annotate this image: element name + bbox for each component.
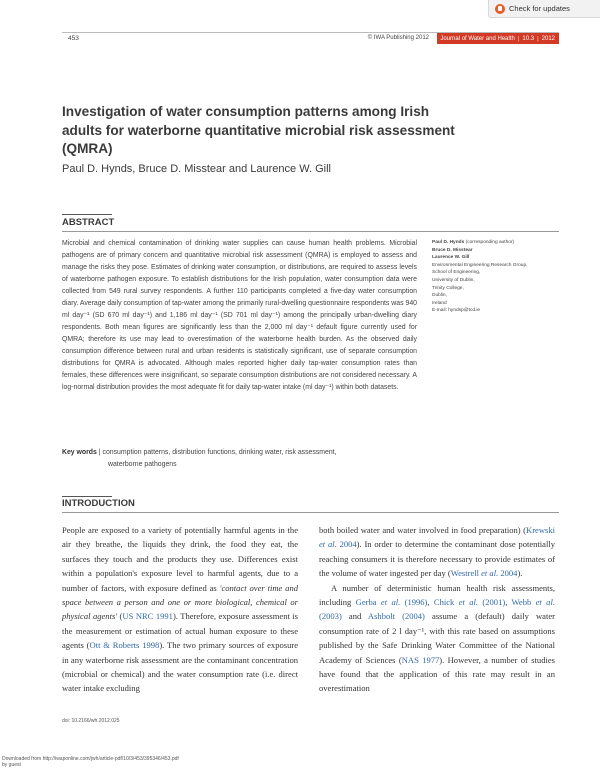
abstract-rule-bottom bbox=[62, 231, 559, 232]
citation-link-chick[interactable] bbox=[434, 597, 505, 607]
author-affiliation bbox=[432, 239, 562, 315]
citation-etal: et al. bbox=[481, 568, 499, 579]
intro-text: , bbox=[427, 597, 434, 608]
affil-line: Trinity College, bbox=[432, 285, 464, 291]
citation-link-us-nrc[interactable]: US NRC 1991 bbox=[122, 611, 173, 622]
affil-author-1: Paul D. Hynds bbox=[432, 240, 465, 245]
citation-author: Webb bbox=[511, 597, 536, 608]
citation-etal: et al. bbox=[458, 597, 479, 608]
affil-line: School of Engineering, bbox=[432, 270, 481, 276]
citation-author: Westrell bbox=[450, 568, 482, 579]
citation-link-gerba[interactable] bbox=[356, 597, 428, 607]
citation-etal: et al. bbox=[535, 597, 555, 608]
article-title: Investigation of water consumption patterns among Irish adults for waterborne quantitative microbial risk assessment (QMRA) bbox=[62, 104, 455, 156]
citation-link-nas[interactable]: NAS 1977 bbox=[401, 654, 440, 665]
check-for-updates-button[interactable] bbox=[488, 0, 600, 18]
intro-text: ). bbox=[517, 568, 523, 579]
citation-link-ott-roberts[interactable]: Ott & Roberts 1998 bbox=[89, 640, 160, 651]
intro-column-1 bbox=[62, 523, 298, 696]
intro-text: ). Therefore, exposure assessment is the measurement or estimation of actual human exposure to these agents ( bbox=[62, 611, 299, 651]
intro-text: People are exposed to a variety of potentially harmful agents in the air they breathe, the liquids they drink, the food they eat, the surfaces they touch and the products they use. Differences exist within a population's exposure level to harmful agents, due to a number of factors, with exposure defined as bbox=[62, 525, 298, 593]
intro-text: ). However, a number of studies have found that the application of this rate may result in an overestimation bbox=[319, 654, 555, 694]
intro-text: ). The two primary sources of exposure in any waterborne risk assessment are the contaminant concentration (microbial or chemical) and the water consumption rate (i.e. direct water intake excluding bbox=[62, 640, 298, 694]
header-separator: | bbox=[537, 35, 539, 42]
keywords bbox=[62, 447, 417, 471]
check-for-updates-label: Check for updates bbox=[509, 4, 570, 13]
intro-text: A number of deterministic human health risk assessments, including bbox=[319, 582, 555, 608]
keywords-line-2: waterborne pathogens bbox=[108, 461, 177, 468]
abstract-heading: ABSTRACT bbox=[62, 217, 115, 228]
introduction-heading: INTRODUCTION bbox=[62, 498, 135, 509]
intro-paragraph-1 bbox=[62, 523, 298, 696]
citation-link-westrell[interactable] bbox=[451, 568, 518, 578]
citation-author: Gerba bbox=[355, 597, 381, 608]
intro-text: assume a (default) daily water consumption rate of 2 l day⁻¹, with this rate based on assumptions published by the Safe Drinking Water Committee of the National Academy of Sciences ( bbox=[319, 611, 555, 665]
abstract-text: Microbial and chemical contamination of drinking water supplies can cause human health problems. Microbial pathogens are of primary concern and quantitative microbial risk assessment (QMRA) is employed to assess and manage the risks they pose. Estimates of drinking water consumption, or distributions, are required to assess levels of waterborne pathogen exposure. To establish distributions for the Irish population, water consumption data were collected from 549 rural survey respondents. A further 110 participants completed a five-day water consumption diary. Average daily consumption of tap-water among the primarily rural-dwelling questionnaire respondents was 940 ml day⁻¹ (SD 670 ml day⁻¹) and 1,186 ml day⁻¹ (SD 701 ml day⁻¹) among the principally urban-dwelling diary respondents. Both mean figures are significantly less than the 2,000 ml day⁻¹ default figure currently used for QMRA; therefore its use may lead to overestimation of the waterborne health burden. As the observed daily consumption difference between rural and urban residents is statistically significant, use of separate consumption distributions for QMRA is advocated. Although males reported higher daily tap-water consumption rates than females, these differences were insignificant, so separate consumption distributions are not considered necessary. A log-normal distribution provides the most adequate fit for daily tap-water intake (ml day⁻¹) within both datasets. bbox=[62, 240, 417, 391]
intro-text: ( bbox=[117, 611, 123, 622]
download-url: Downloaded from http://iwaponline.com/jwh/article-pdf/10/3/453/395346/453.pdf bbox=[2, 756, 179, 762]
journal-header-band bbox=[437, 33, 559, 44]
affil-author-2: Bruce D. Misstear bbox=[432, 247, 473, 253]
affil-corresponding-note: (corresponding author) bbox=[465, 240, 515, 245]
affil-author-3: Laurence W. Gill bbox=[432, 255, 470, 261]
doi: doi: 10.2166/wh.2012.025 bbox=[62, 718, 120, 724]
citation-year: 2004 bbox=[498, 568, 518, 579]
journal-year: 2012 bbox=[541, 35, 555, 42]
intro-text: both boiled water and water involved in food preparation) ( bbox=[319, 525, 527, 535]
citation-year: (2001) bbox=[478, 597, 506, 608]
intro-column-2 bbox=[319, 523, 555, 696]
citation-year: (2003) bbox=[319, 611, 342, 622]
affil-line: Dublin, bbox=[432, 293, 447, 299]
citation-etal: et al. bbox=[380, 597, 401, 608]
intro-paragraph-2 bbox=[319, 581, 555, 696]
intro-paragraph-1-cont bbox=[319, 523, 555, 581]
page-number: 453 bbox=[68, 35, 79, 42]
keywords-line-1: consumption patterns, distribution functions, drinking water, risk assessment, bbox=[102, 449, 337, 456]
affil-line: Environmental Engineering Research Group, bbox=[432, 262, 528, 268]
citation-etal: et al. bbox=[319, 539, 337, 550]
update-icon bbox=[495, 4, 505, 14]
intro-rule-top bbox=[62, 496, 112, 497]
header-separator: | bbox=[517, 35, 520, 42]
intro-text: , bbox=[505, 597, 512, 608]
affil-line: University of Dublin, bbox=[432, 277, 475, 283]
download-user: by guest bbox=[2, 762, 21, 768]
affil-line: Ireland bbox=[432, 300, 447, 306]
keywords-label: Key words bbox=[62, 449, 97, 456]
citation-year: (1996) bbox=[400, 597, 428, 608]
citation-author: Krewski bbox=[526, 525, 555, 535]
citation-year: 2004 bbox=[336, 539, 357, 550]
exposure-definition-quote: 'contact over time and space between a person and one or more biological, chemical or physical agents' bbox=[62, 582, 298, 622]
journal-name: Journal of Water and Health bbox=[440, 35, 515, 42]
citation-author: Chick bbox=[433, 597, 459, 608]
publisher-copyright: © IWA Publishing 2012 bbox=[367, 35, 429, 41]
abstract-rule-top bbox=[62, 214, 112, 215]
article-authors: Paul D. Hynds, Bruce D. Misstear and Laurence W. Gill bbox=[62, 163, 331, 175]
intro-text: and bbox=[341, 611, 368, 622]
citation-link-ashbolt[interactable]: Ashbolt (2004) bbox=[367, 611, 425, 622]
download-notice bbox=[2, 756, 179, 768]
affil-email: E-mail: hyndsp@tcd.ie bbox=[432, 308, 481, 314]
keywords-separator: | bbox=[98, 449, 101, 456]
intro-rule-bottom bbox=[62, 512, 559, 513]
intro-text: ). In order to determine the contaminant dose potentially reaching consumers it is therefore necessary to provide estimates of the volume of water ingested per day ( bbox=[319, 539, 555, 579]
journal-volume: 10.3 bbox=[522, 35, 535, 42]
